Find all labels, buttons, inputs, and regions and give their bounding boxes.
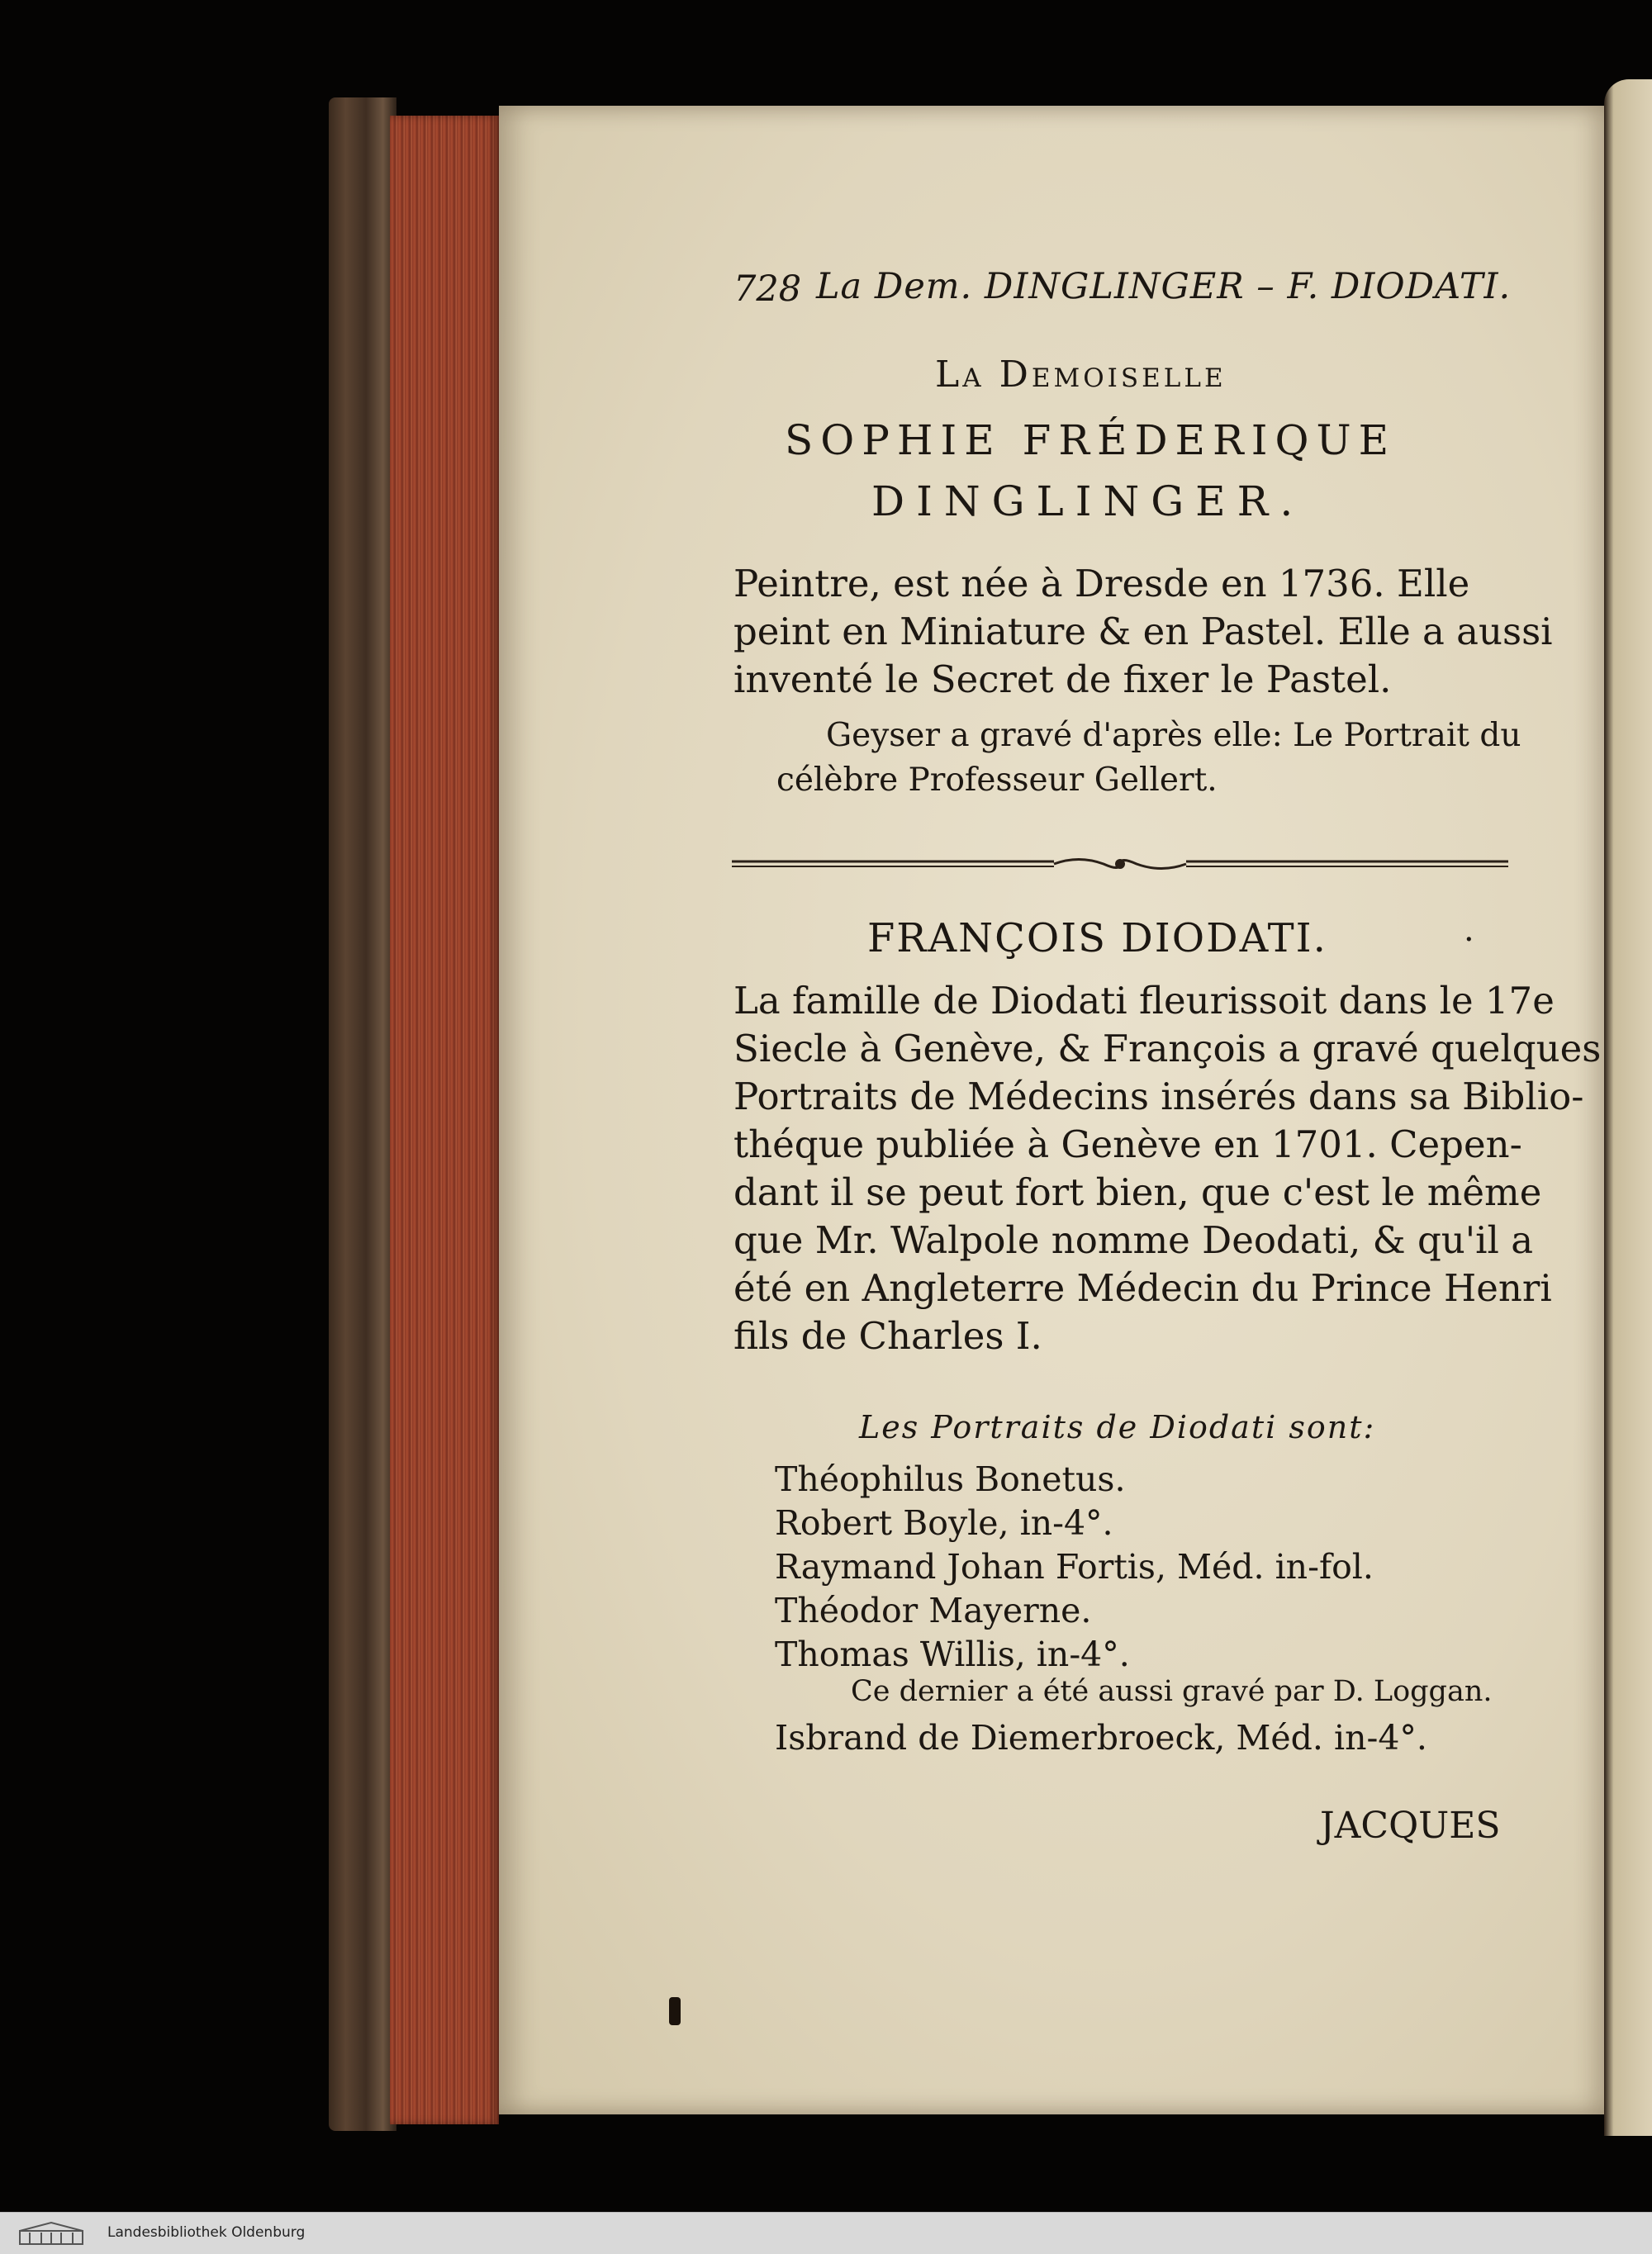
entry1-para-line: inventé le Secret de fixer le Pastel. xyxy=(733,657,1392,701)
facing-page-edge xyxy=(1604,79,1652,2136)
page-fore-edge xyxy=(390,116,499,2124)
entry-title-line2: SOPHIE FRÉDERIQUE xyxy=(785,416,1397,464)
book-spine-edge xyxy=(329,97,396,2131)
entry-title-line1: La Demoiselle xyxy=(935,354,1227,396)
portrait-list-item: Isbrand de Diemerbroeck, Méd. in-4°. xyxy=(775,1718,1427,1758)
entry2-title: FRANÇOIS DIODATI. xyxy=(867,915,1327,961)
entry1-para-line: Peintre, est née à Dresde en 1736. Elle xyxy=(733,562,1470,605)
portrait-list-item: Thomas Willis, in-4°. xyxy=(775,1635,1130,1674)
entry2-para-line: que Mr. Walpole nomme Deodati, & qu'il a xyxy=(733,1218,1534,1262)
viewer-footer xyxy=(0,2212,1652,2254)
entry2-para-line: dant il se peut fort bien, que c'est le même xyxy=(733,1170,1542,1214)
portrait-list-item: Raymand Johan Fortis, Méd. in-fol. xyxy=(775,1547,1374,1587)
entry1-engraving-line: Geyser a gravé d'après elle: Le Portrait du xyxy=(826,717,1521,754)
portrait-list-item: Théophilus Bonetus. xyxy=(775,1459,1126,1499)
entry2-para-line: fils de Charles I. xyxy=(733,1314,1042,1358)
library-logo-icon xyxy=(18,2221,84,2246)
page-number: 728 xyxy=(733,268,802,310)
portraits-heading: Les Portraits de Diodati sont: xyxy=(859,1409,1376,1445)
library-name: Landesbibliothek Oldenburg xyxy=(107,2224,306,2241)
portrait-list-item: Robert Boyle, in-4°. xyxy=(775,1503,1113,1543)
catchword: JACQUES xyxy=(1320,1805,1501,1847)
entry2-para-line: Siecle à Genève, & François a gravé quelques xyxy=(733,1027,1602,1070)
entry2-para-line: été en Angleterre Médecin du Prince Henri xyxy=(733,1266,1552,1310)
entry2-para-line: théque publiée à Genève en 1701. Cepen- xyxy=(733,1122,1522,1166)
stray-mark: · xyxy=(1464,921,1474,959)
entry-title-line3: DINGLINGER. xyxy=(871,477,1305,525)
entry2-para-line: La famille de Diodati fleurissoit dans le 17e xyxy=(733,979,1555,1023)
entry1-para-line: peint en Miniature & en Pastel. Elle a aussi xyxy=(733,610,1553,653)
running-title: La Dem. DINGLINGER – F. DIODATI. xyxy=(816,266,1512,307)
ornamental-divider xyxy=(732,855,1508,875)
portrait-note: Ce dernier a été aussi gravé par D. Loggan. xyxy=(851,1675,1493,1708)
entry2-para-line: Portraits de Médecins insérés dans sa Biblio- xyxy=(733,1075,1584,1118)
portrait-list-item: Théodor Mayerne. xyxy=(775,1591,1092,1630)
binding-mark xyxy=(669,1997,681,2025)
entry1-engraving-line: célèbre Professeur Gellert. xyxy=(776,762,1218,799)
